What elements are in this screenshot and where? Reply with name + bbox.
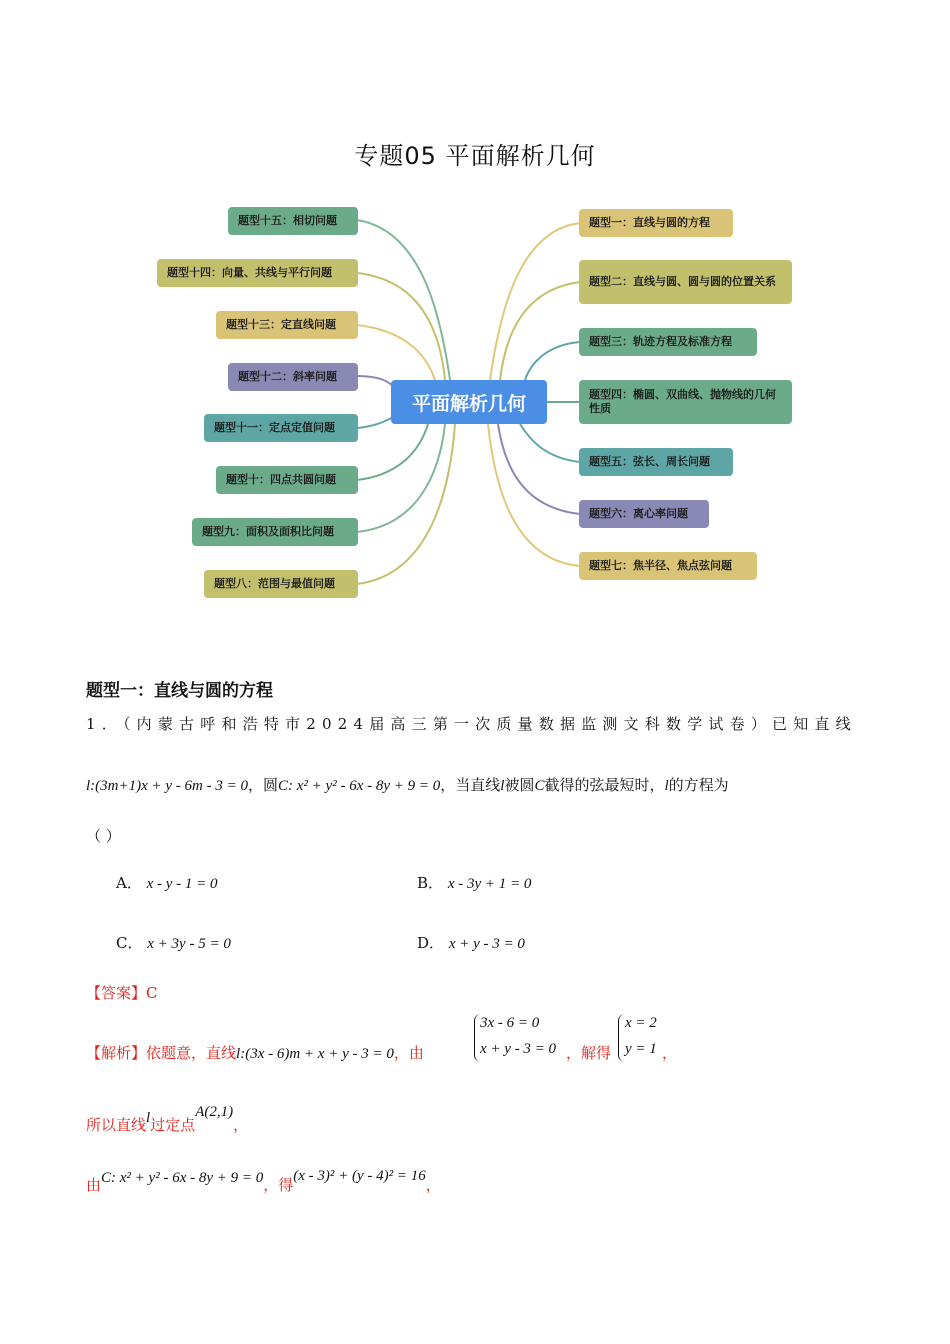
- question-paren: （ ）: [86, 827, 121, 845]
- mindmap-node-right-7: 题型七：焦半径、焦点弦问题: [579, 552, 757, 580]
- question-1-source: [86, 713, 866, 734]
- analysis-equation: (x - 3)² + (y - 4)² = 16: [293, 1168, 426, 1184]
- option-c: [116, 932, 231, 953]
- mindmap-node-left-8: 题型八：范围与最值问题: [204, 570, 358, 598]
- analysis-text: ，由: [393, 1044, 424, 1062]
- option-label: A．: [116, 874, 142, 892]
- section-heading: 题型一：直线与圆的方程: [86, 681, 273, 701]
- mindmap-node-left-5: 题型十一：定点定值问题: [204, 414, 358, 442]
- mindmap-node-right-1: 题型一：直线与圆的方程: [579, 209, 733, 237]
- analysis-text: 过定点: [150, 1116, 196, 1134]
- system-1-row-2: x + y - 3 = 0: [480, 1041, 557, 1057]
- mindmap-node-left-2: 题型十四：向量、共线与平行问题: [157, 259, 358, 287]
- question-source: （内蒙古呼和浩特市2024届高三第一次质量数据监测文科数学试卷）已知直线: [122, 715, 857, 733]
- mindmap-node-right-4: 题型四：椭圆、双曲线、抛物线的几何性质: [579, 380, 792, 424]
- option-label: B．: [417, 874, 444, 892]
- analysis-text: 依题意，直线: [146, 1044, 237, 1062]
- mindmap-node-left-1: 题型十五：相切问题: [228, 207, 358, 235]
- option-a: [116, 872, 218, 893]
- question-text: 被圆: [504, 776, 535, 794]
- analysis-label: 【解析】: [86, 1044, 147, 1062]
- system-1-row-1: 3x - 6 = 0: [480, 1015, 540, 1031]
- mindmap-node-left-4: 题型十二：斜率问题: [228, 363, 358, 391]
- analysis-line-1: [86, 1042, 424, 1063]
- analysis-line-2: [86, 1104, 249, 1135]
- question-text: 的方程为: [668, 776, 729, 794]
- answer-label: 【答案】: [86, 984, 147, 1002]
- var-l: l: [664, 778, 669, 794]
- option-label: C．: [116, 934, 143, 952]
- var-c: C: [534, 778, 545, 794]
- mindmap-node-left-6: 题型十：四点共圆问题: [216, 466, 358, 494]
- var-l: l: [146, 1110, 151, 1126]
- page-title: 专题05 平面解析几何: [354, 142, 596, 170]
- question-1-body: [86, 774, 729, 795]
- var-l: l: [500, 778, 505, 794]
- mindmap-node-left-7: 题型九：面积及面积比问题: [192, 518, 358, 546]
- analysis-equation: C: x² + y² - 6x - 8y + 9 = 0: [101, 1170, 264, 1186]
- mindmap-node-right-6: 题型六：离心率问题: [579, 500, 709, 528]
- mindmap-center: 平面解析几何: [391, 380, 547, 424]
- option-expr: x - 3y + 1 = 0: [447, 876, 532, 892]
- analysis-text: ，: [662, 1044, 678, 1062]
- answer-value: C: [146, 984, 158, 1002]
- analysis-line-3: [86, 1168, 441, 1195]
- option-label: D．: [417, 934, 445, 952]
- analysis-text: ，得: [263, 1176, 294, 1194]
- analysis-text: ，: [233, 1116, 249, 1134]
- line-equation: l:(3m+1)x + y - 6m - 3 = 0: [86, 778, 248, 794]
- analysis-text: ，解得: [566, 1044, 612, 1062]
- circle-equation: C: x² + y² - 6x - 8y + 9 = 0: [278, 778, 441, 794]
- analysis-text: 所以直线: [86, 1116, 147, 1134]
- question-text: ，当直线: [440, 776, 501, 794]
- mindmap-node-right-5: 题型五：弦长、周长问题: [579, 448, 733, 476]
- analysis-text: ，: [425, 1176, 441, 1194]
- mindmap-node-left-3: 题型十三：定直线问题: [216, 311, 358, 339]
- option-expr: x - y - 1 = 0: [146, 876, 218, 892]
- analysis-text: 由: [86, 1176, 102, 1194]
- option-expr: x + 3y - 5 = 0: [147, 936, 231, 952]
- question-number: 1．: [86, 715, 123, 733]
- question-text: ，圆: [248, 776, 279, 794]
- option-d: [417, 932, 525, 953]
- system-brace-2: [618, 1014, 625, 1062]
- system-2-row-1: x = 2: [625, 1015, 657, 1031]
- analysis-equation: l:(3x - 6)m + x + y - 3 = 0: [236, 1046, 394, 1062]
- option-b: [417, 872, 531, 893]
- mindmap-node-right-2: 题型二：直线与圆、圆与圆的位置关系: [579, 260, 792, 304]
- mindmap-node-right-3: 题型三：轨迹方程及标准方程: [579, 328, 757, 356]
- option-expr: x + y - 3 = 0: [448, 936, 525, 952]
- system-2-row-2: y = 1: [625, 1041, 657, 1057]
- answer: [86, 982, 158, 1003]
- fixed-point: A(2,1): [195, 1104, 234, 1120]
- question-text: 截得的弦最短时，: [544, 776, 665, 794]
